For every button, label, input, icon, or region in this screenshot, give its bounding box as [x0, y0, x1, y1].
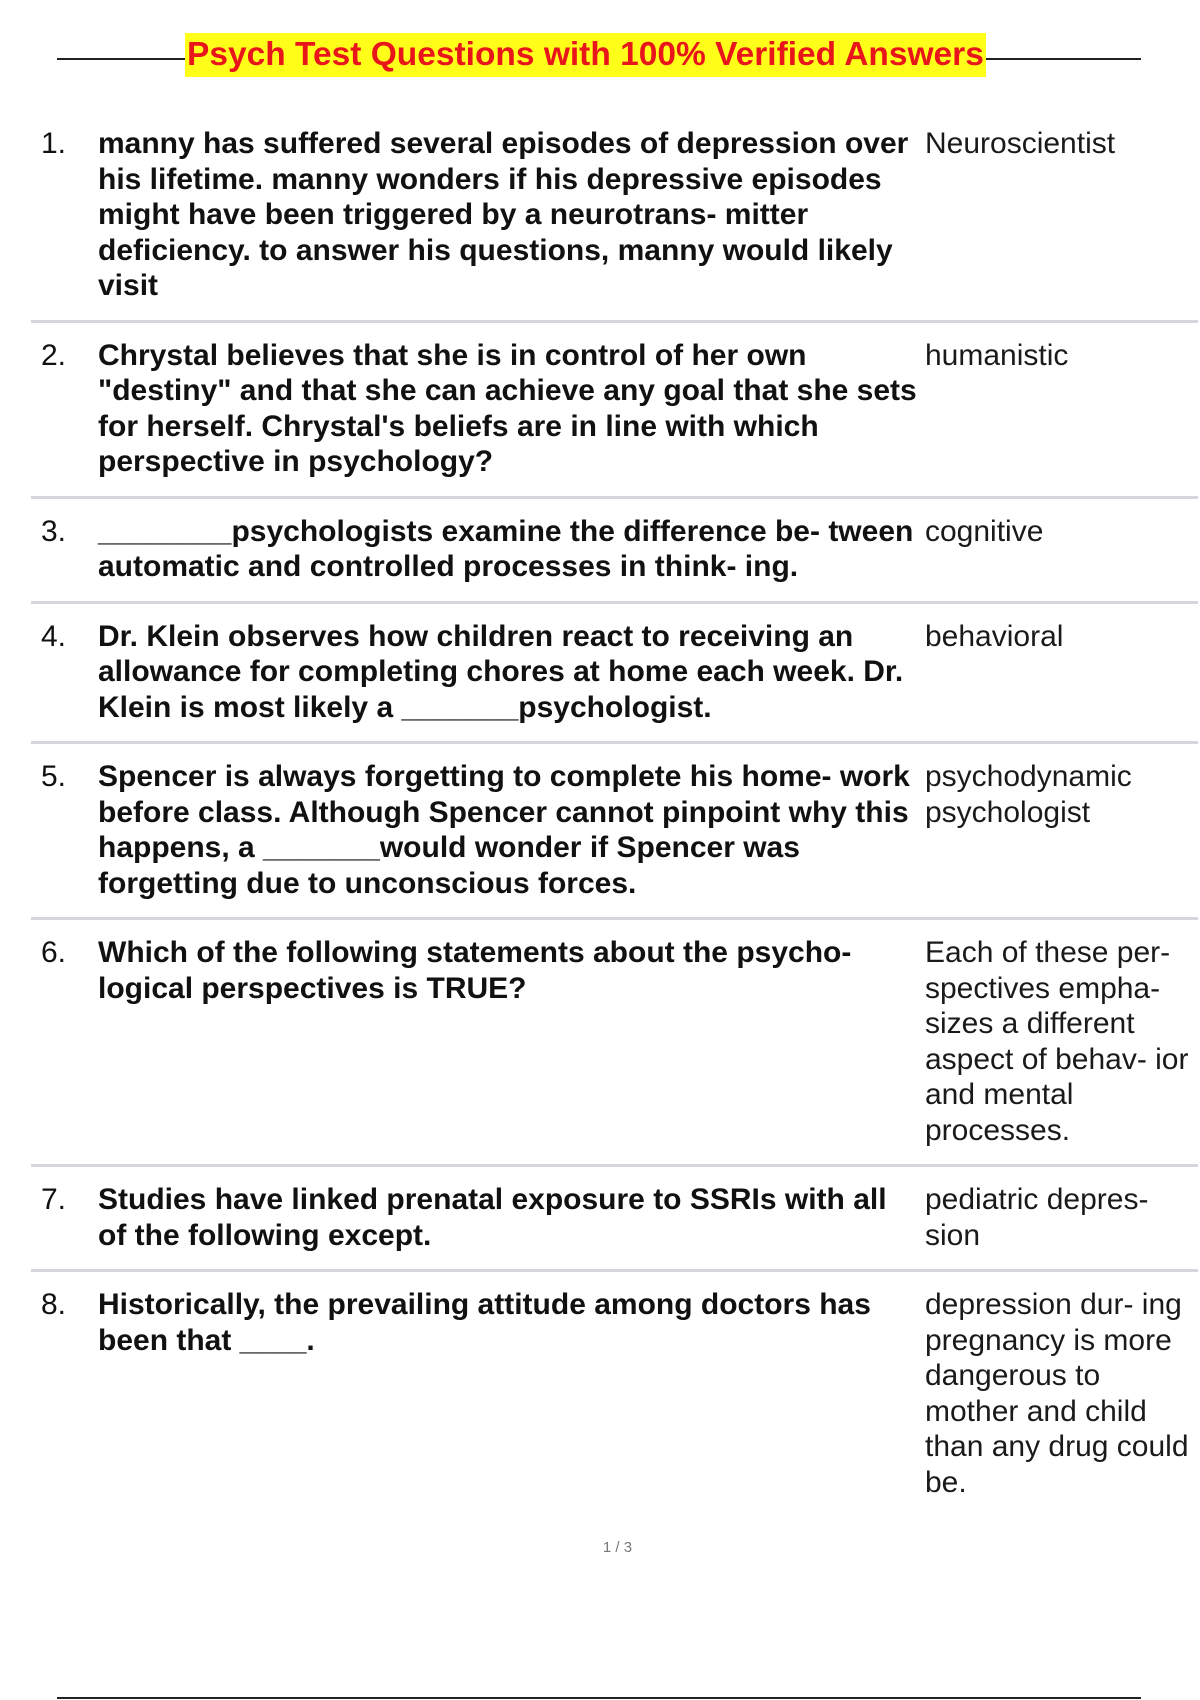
- answer-text: behavioral: [925, 619, 1064, 653]
- question-number: 1.: [41, 127, 67, 160]
- question-row-2: [31, 323, 1198, 499]
- question-row-6: [31, 920, 1198, 1167]
- bottom-rule: [57, 1697, 1141, 1699]
- question-text: Chrystal believes that she is in control of her own "destiny" and that she can achieve any goal that she sets for herself. Chrystal's beliefs are in line with which perspective in psychology?: [98, 338, 917, 478]
- question-number: 4.: [41, 619, 67, 653]
- question-text: Which of the following statements about the psycho- logical perspectives is TRUE?: [98, 936, 852, 1005]
- question-text: Spencer is always forgetting to complete his home- work before class. Although Spencer cannot pinpoint why this happens, a _______would wonder if Spencer was forgetting due to unconscious forces.: [98, 760, 910, 900]
- answer-text: Neuroscientist: [925, 127, 1116, 160]
- answer-text: psychodynamic psychologist: [925, 760, 1132, 829]
- question-text: Studies have linked prenatal exposure to SSRIs with all of the following except.: [98, 1183, 887, 1252]
- question-number: 2.: [41, 338, 67, 372]
- page-number: 1 / 3: [602, 1539, 633, 1556]
- answer-text: cognitive: [925, 514, 1044, 548]
- question-row-4: [31, 604, 1198, 745]
- question-text: ________psychologists examine the difference be- tween automatic and controlled processes in think- ing.: [98, 514, 914, 583]
- answer-text: depression dur- ing pregnancy is more dangerous to mother and child than any drug could be.: [925, 1288, 1189, 1499]
- question-number: 6.: [41, 936, 67, 969]
- question-row-3: [31, 499, 1198, 604]
- question-text: Dr. Klein observes how children react to receiving an allowance for completing chores at home each week. Dr. Klein is most likely a _______psychologist.: [98, 619, 904, 724]
- question-row-7: [31, 1167, 1198, 1272]
- question-number: 7.: [41, 1183, 67, 1216]
- question-row-8: [31, 1272, 1198, 1516]
- question-text: Historically, the prevailing attitude among doctors has been that ____.: [98, 1288, 871, 1357]
- question-row-5: [31, 744, 1198, 920]
- answer-text: humanistic: [925, 338, 1069, 372]
- question-number: 3.: [41, 514, 67, 548]
- question-text: manny has suffered several episodes of depression over his lifetime. manny wonders if his depressive episodes might have been triggered by a neurotrans- mitter deficiency. to answer his questions, manny would likely visit: [98, 127, 909, 302]
- answer-text: pediatric depres- sion: [925, 1183, 1149, 1252]
- document-title: Psych Test Questions with 100% Verified Answers: [185, 33, 986, 77]
- question-row-1: [31, 112, 1198, 323]
- title-row: [57, 33, 1141, 77]
- question-list: [31, 112, 1198, 1516]
- question-number: 5.: [41, 760, 67, 793]
- question-number: 8.: [41, 1288, 67, 1321]
- answer-text: Each of these per- spectives empha- sizes a different aspect of behav- ior and mental processes.: [925, 936, 1189, 1147]
